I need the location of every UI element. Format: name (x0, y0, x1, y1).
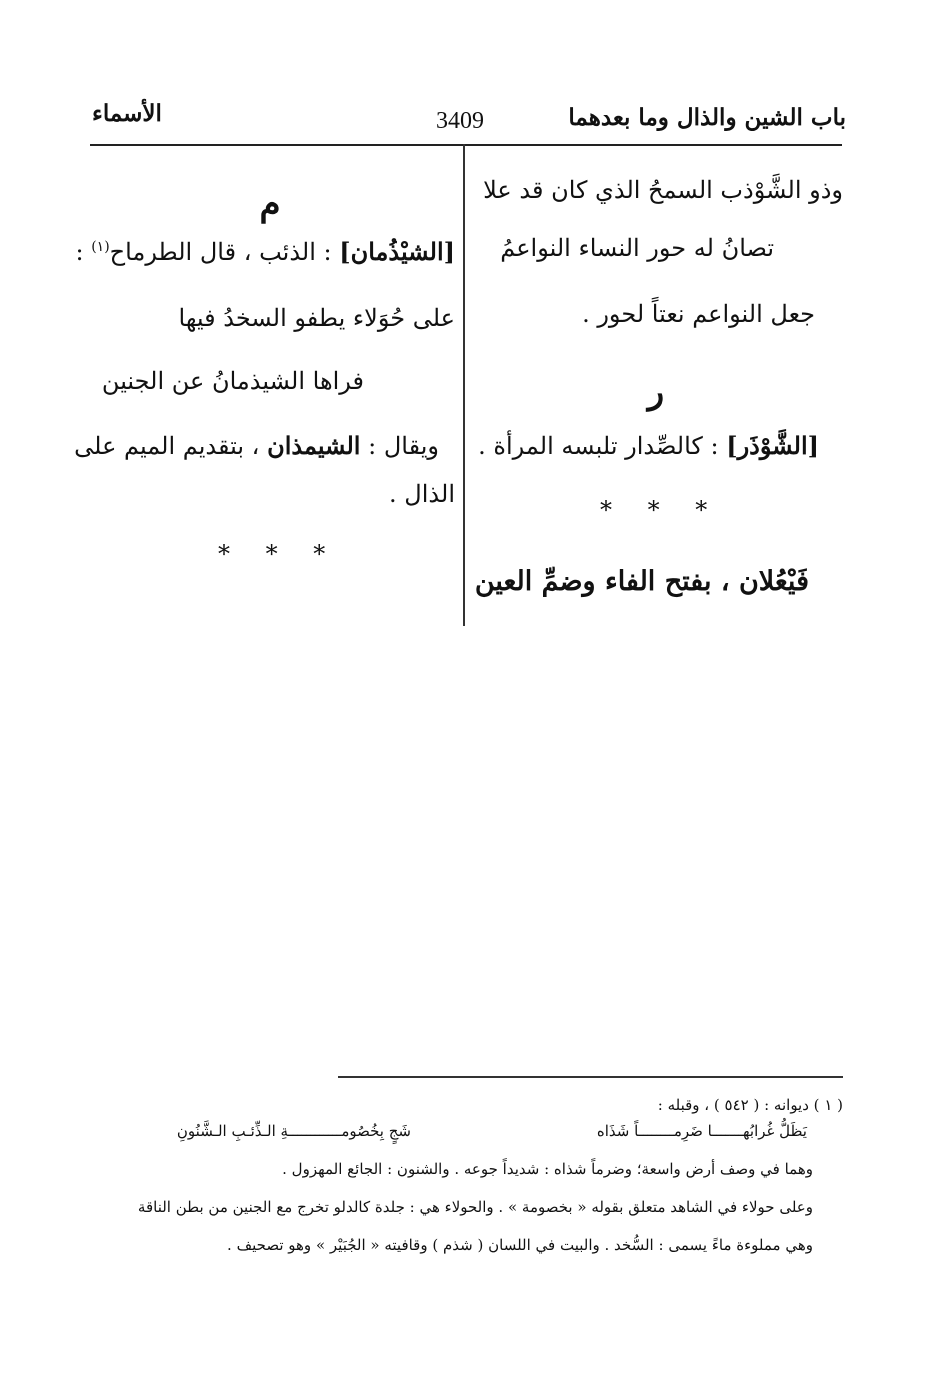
right-gloss: جعل النواعم نعتاً لحور . (582, 300, 815, 328)
right-verse-2: تصانُ له حور النساء النواعمُ (500, 234, 774, 262)
letter-heading-ra: ر (647, 372, 665, 412)
left-note-end: الذال . (389, 480, 455, 508)
header-rule (90, 144, 842, 146)
footnote-line-5: وهي مملوءة ماءً يسمى : السُّخد . والبيت في اللسان ( شذم ) وقافيته « الجُبَيْر » وهو تصحيف . (227, 1236, 813, 1254)
entry-definition: : كالصِّدار تلبسه المرأة . (478, 432, 719, 460)
footnote-rule (338, 1076, 843, 1078)
section-separator: * * * (600, 496, 722, 524)
entry-term: [الشَّوْذَر] (726, 431, 819, 460)
pattern-heading: فَيْعُلان ، بفتح الفاء وضمِّ العين (474, 566, 809, 597)
entry-tail: : (75, 238, 84, 266)
entry-shawdhar (478, 432, 819, 461)
entry-term: [الشيْذُمان] (339, 237, 455, 266)
entry-definition: : الذئب ، قال الطرماح (109, 238, 332, 266)
footnote-verse-b: شَجٍ بِخُصُومــــــــــــةِ الـذِّئـبِ الـشَّنُونِ (176, 1122, 411, 1140)
entry-shaydhuman (75, 238, 455, 267)
page-number: 3409 (436, 108, 484, 134)
left-note (74, 432, 439, 461)
left-verse-2: فراها الشيذمانُ عن الجنين (101, 367, 364, 395)
note-rest: ، بتقديم الميم على (74, 432, 260, 460)
footnote-line-3: وهما في وصف أرض واسعة؛ وضرماً شذاه : شديداً جوعه . والشنون : الجائع المهزول . (282, 1160, 813, 1178)
footnote-verse-a: يَظَلُّ غُرابُهـــــــا ضَرِمــــــــاً شَذَاه (596, 1122, 807, 1140)
letter-heading-mim: م (259, 184, 281, 224)
note-start: ويقال : (368, 432, 439, 460)
running-head-section: الأسماء (92, 100, 162, 127)
running-head-chapter: باب الشين والذال وما بعدهما (568, 104, 846, 131)
section-separator-left: * * * (218, 540, 340, 568)
footnote-line-1: ( ١ ) ديوانه : ( ٥٤٢ ) ، وقبله : (657, 1096, 843, 1114)
note-term: الشيمذان (267, 431, 361, 460)
left-verse-1: على حُوَلاء يطفو السخدُ فيها (178, 304, 455, 332)
footnote-line-4: وعلى حولاء في الشاهد متعلق بقوله « بخصومة » . والحولاء هي : جلدة كالدلو تخرج مع الجنين من بطن الناقة (137, 1198, 813, 1216)
column-divider (463, 144, 465, 626)
right-verse-1: وذو الشَّوْذب السمحُ الذي كان قد علا (483, 176, 843, 204)
footnote-ref: (١) (91, 239, 110, 255)
